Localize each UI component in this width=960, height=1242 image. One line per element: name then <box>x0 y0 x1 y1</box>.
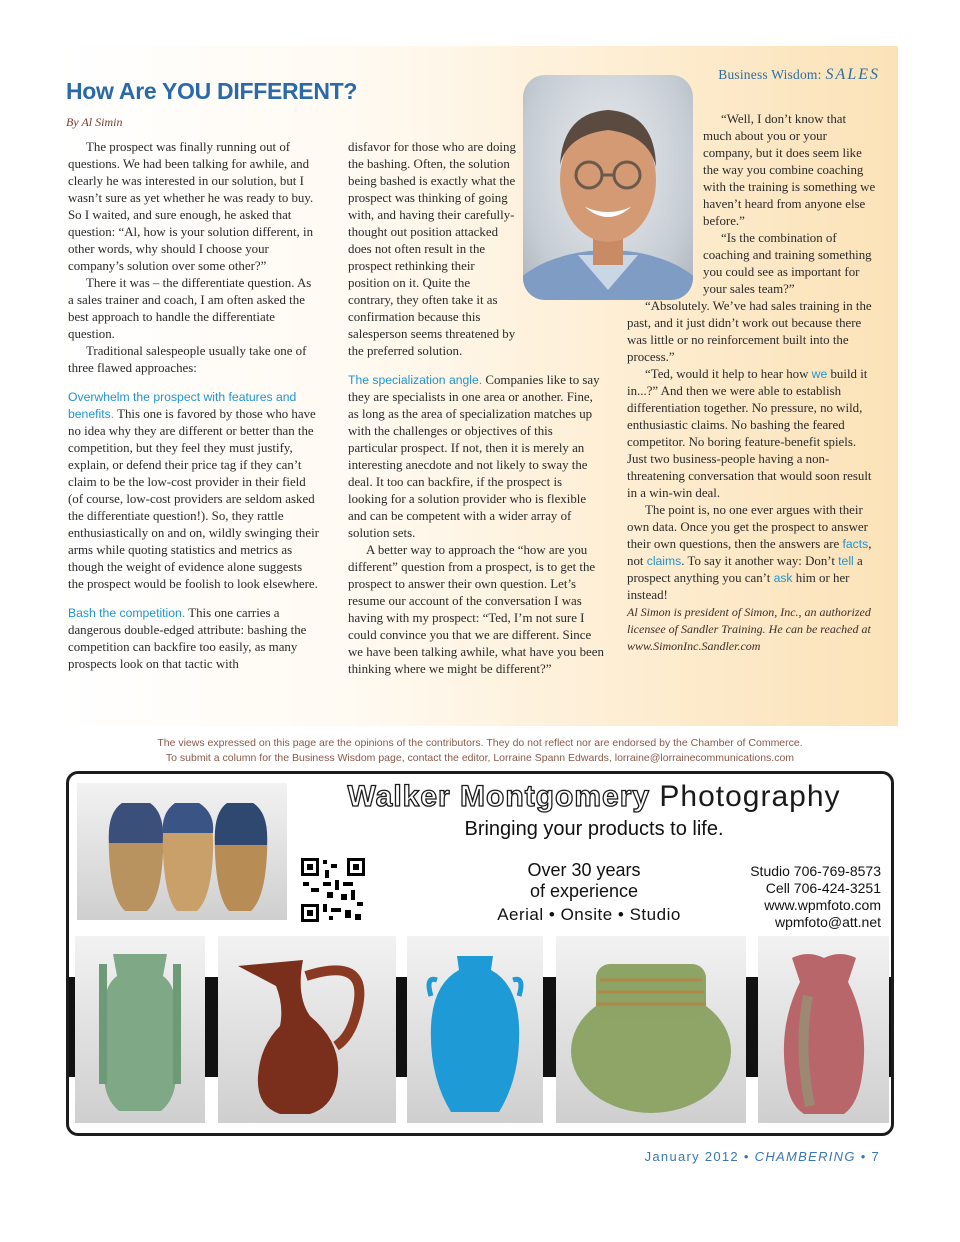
section-label <box>718 66 880 84</box>
paragraph <box>68 389 320 593</box>
article-column-2 <box>348 139 604 678</box>
paragraph-text: This one carries a dangerous double-edged attribute: bashing the competition can backfire too easily, as many prospects look on that tactic with <box>68 606 307 671</box>
section-name: Business Wisdom: <box>718 67 822 82</box>
highlight-tell: tell <box>838 554 854 568</box>
paragraph-text: “Ted, would it help to hear how <box>645 367 809 381</box>
paragraph-text: Companies like to say they are specialists in one area or another. Fine, as long as the area of specialization matches up with the challenges or objectives of this particular prospect. If not, then it is merely an interesting anecdote and not likely to sway the deal. It too can backfire, if the prospect is looking for a solution provider who is flexible and can be competent with a wider array of solution sets. <box>348 373 600 540</box>
studio-phone: Studio 706-769-8573 <box>750 863 881 879</box>
paragraph: “Absolutely. We’ve had sales training in the past, and it just didn’t work out because there was little or no reinforcement built into the process.” <box>627 299 872 364</box>
subhead-specialization: The specialization angle. <box>348 373 483 387</box>
photography-advertisement <box>66 771 894 1136</box>
highlight-ask: ask <box>773 571 793 585</box>
blue-vase-image <box>407 936 543 1123</box>
brown-pitcher-image <box>218 936 396 1123</box>
section-category: SALES <box>825 66 880 83</box>
experience-line-2: of experience <box>529 881 639 901</box>
ad-contact <box>750 863 881 931</box>
highlight-claims: claims <box>646 554 682 568</box>
paragraph: Traditional salespeople usually take one of three flawed approaches: <box>68 344 307 375</box>
article-column-1 <box>68 139 320 673</box>
paragraph <box>627 366 877 502</box>
author-bio: Al Simon is president of Simon, Inc., an authorized licensee of Sandler Training. He can be reached at www.SimonInc.Sandler.com <box>627 605 871 653</box>
subhead-bash: Bash the competition. <box>68 606 186 620</box>
green-pot-image <box>556 936 746 1123</box>
paragraph: There it was – the differentiate question. As a sales trainer and coach, I am often asked the best approach to handle the differentiate question. <box>68 276 312 341</box>
brand-photography: Photography <box>659 780 841 813</box>
paragraph-text: . To say it another way: Don’t <box>681 554 835 568</box>
article-title: How Are YOU DIFFERENT? <box>66 78 358 104</box>
paragraph-text: build it in...?” And then we were able to establish differentiation together. No pressure, no wild, enthusiastic claims. No bashing the feared competitor. No boring feature-benefit spiels. Just two business-people having a non-threatening conversation that would soon result in a win-win deal. <box>627 367 872 500</box>
paragraph-text: , not <box>627 537 872 568</box>
brand-name: Walker Montgomery <box>347 780 651 813</box>
email-link[interactable]: wpmfoto@att.net <box>774 914 881 930</box>
footer-page-number: • 7 <box>860 1149 880 1164</box>
qr-code-icon <box>301 858 365 922</box>
experience-line-1: Over 30 years <box>527 860 641 880</box>
ad-services: Aerial • Onsite • Studio <box>497 905 681 924</box>
article-byline: By Al Simin <box>66 115 123 129</box>
website-link[interactable]: www.wpmfoto.com <box>764 897 881 913</box>
disclaimer-line-2: To submit a column for the Business Wisdom page, contact the editor, Lorraine Spann Edwards, lorraine@lorrainecommunications.com <box>165 752 795 764</box>
paragraph <box>627 502 877 604</box>
ad-experience <box>479 860 689 902</box>
disclaimer <box>0 736 960 766</box>
green-vase-image <box>75 936 205 1123</box>
footer-magazine: CHAMBERING <box>754 1149 856 1164</box>
three-vases-image <box>77 783 287 920</box>
paragraph <box>68 605 320 673</box>
paragraph: “Well, I don’t know that much about you or your company, but it does seem like the way you combine coaching with the training is something we haven’t heard from anyone else before.” <box>703 112 876 228</box>
paragraph-text: The point is, no one ever argues with their own data. Once you get the prospect to answer their own questions, then the answers are <box>627 503 868 551</box>
article-column-3 <box>627 111 877 655</box>
disclaimer-line-1: The views expressed on this page are the opinions of the contributors. They do not reflect nor are endorsed by the Chamber of Commerce. <box>157 737 803 749</box>
ad-tagline: Bringing your products to life. <box>464 818 724 840</box>
paragraph <box>348 372 604 542</box>
footer-date: January 2012 • <box>644 1149 750 1164</box>
page-footer <box>645 1149 880 1164</box>
paragraph: A better way to approach the “how are you different” question from a prospect, is to get the prospect to answer their own question. Let’s resume our account of the conversation I was having with my prospect: “Ted, I’m not sure I could convince you that we are different. Since we have been talking awhile, what have you been thinking where we might be different?” <box>348 543 604 676</box>
cell-phone: Cell 706-424-3251 <box>765 880 881 896</box>
pink-vase-image <box>758 936 889 1123</box>
paragraph-text: This one is favored by those who have no idea why they are different or better than the competition, but they feel they must justify, explain, or defend their price tag if they can’t claim to be the low-cost provider in their field (of course, low-cost providers are seldom asked the differentiate question!). So, they rattle enthusiastically on and on, wildly swinging their arms while quoting statistics and metrics as though the weight of evidence alone suggests the prospect would be foolish to look elsewhere. <box>68 407 319 591</box>
paragraph-text: a prospect anything you can’t <box>627 554 863 585</box>
ad-brand <box>319 780 869 814</box>
paragraph: The prospect was finally running out of questions. We had been talking for awhile, and clearly he was interested in our solution, but I wasn’t sure as yet whether he was ready to buy. So I waited, and sure enough, he asked that question: “Al, how is your solution different, in other words, why should I choose your company’s solution over some other?” <box>68 140 314 273</box>
paragraph-text: him or her instead! <box>627 571 850 602</box>
highlight-facts: facts <box>842 537 869 551</box>
highlight-we: we <box>811 367 828 381</box>
paragraph: disfavor for those who are doing the bashing. Often, the solution being bashed is exactly what the prospect was thinking of going with, and having their carefully-thought out position attacked does not often result in the prospect rethinking their position on it. Quite the contrary, they often take it as confirmation because this salesperson seems threatened by the preferred solution. <box>348 140 516 358</box>
paragraph: “Is the combination of coaching and training something you could see as important for your sales team?” <box>703 231 872 296</box>
subhead-overwhelm: Overwhelm the prospect with features and benefits. <box>68 390 297 421</box>
